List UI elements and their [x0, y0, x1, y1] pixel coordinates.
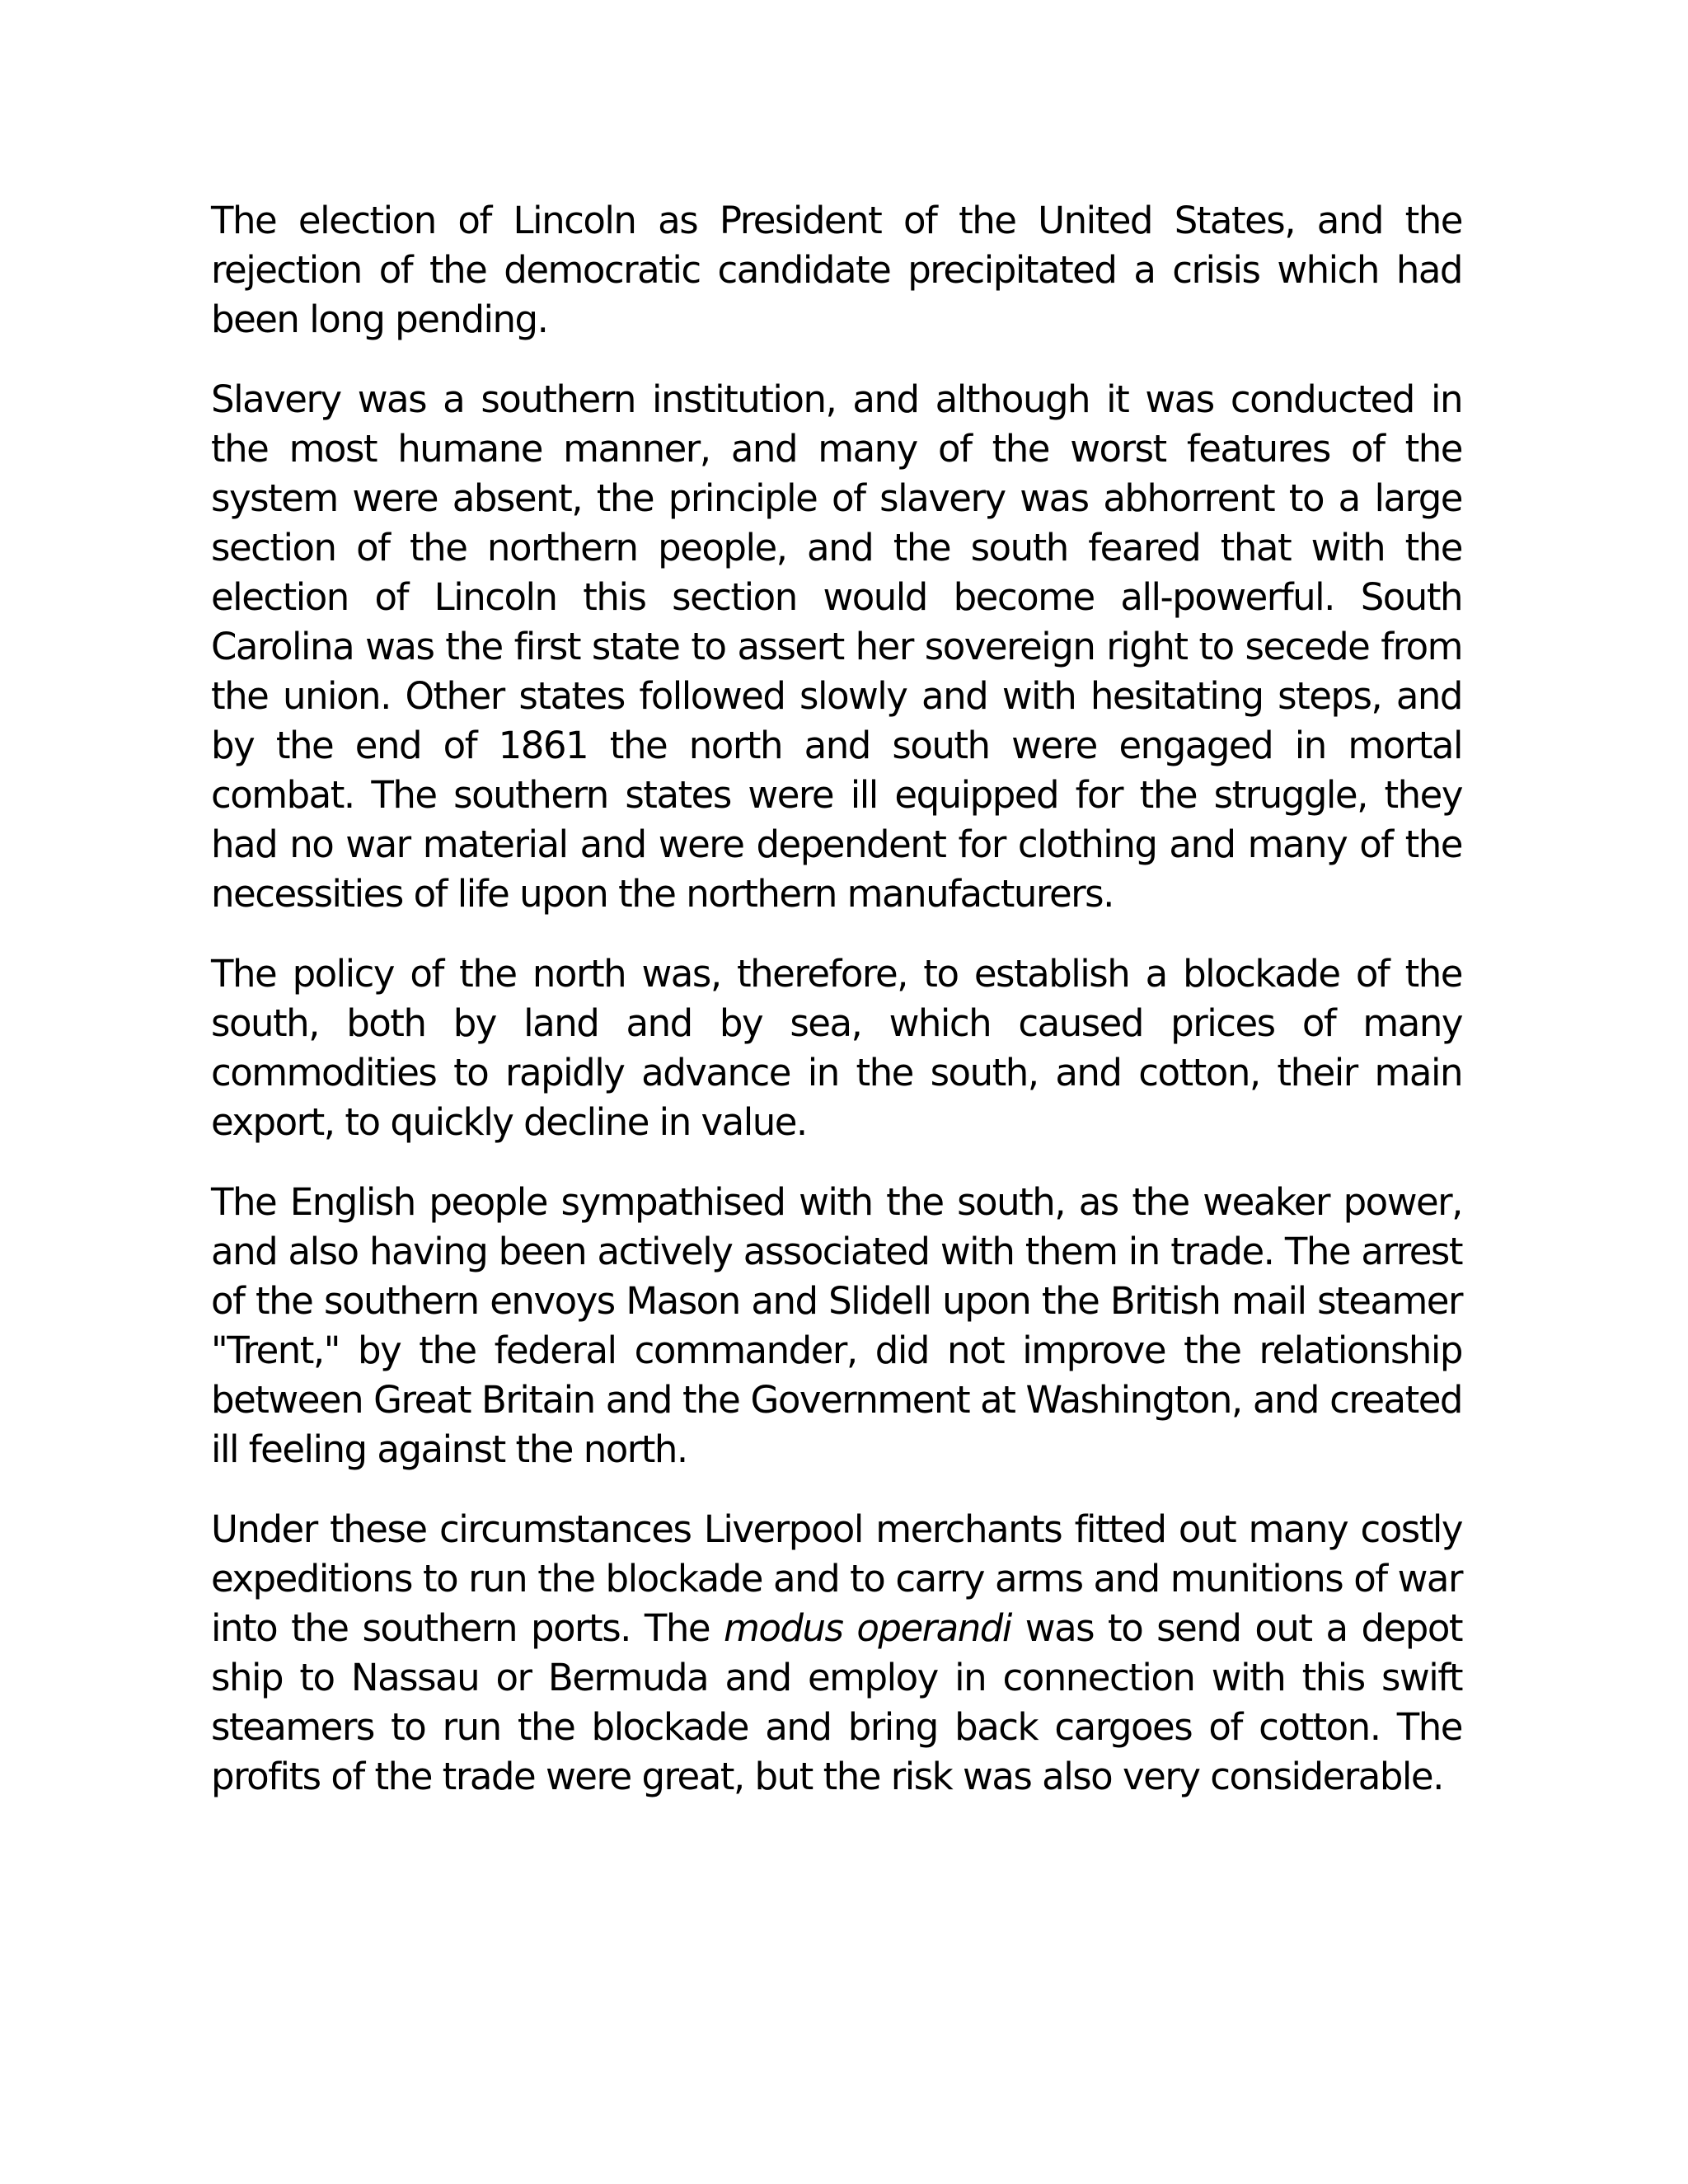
paragraph-2: Slavery was a southern institution, and although it was conducted in the most humane manner, and many of the worst features of the system were absent, the principle of slavery was abhorrent to a large section of the northern people, and the south feared that with the election of Lincoln this section would become all-powerful. South Carolina was the first state to assert her sovereign right to secede from the union. Other states followed slowly and with hesitating steps, and by the end of 1861 the north and south were engaged in mortal combat. The southern states were ill equipped for the struggle, they had no war material and were dependent for clothing and many of the necessities of life upon the northern manufacturers. [211, 377, 1462, 916]
paragraph-5 [211, 1505, 1462, 1802]
italic-phrase: modus operandi [724, 1606, 1011, 1650]
document-page [211, 196, 1462, 1832]
paragraph-1: The election of Lincoln as President of the United States, and the rejection of the democratic candidate precipitated a crisis which had been long pending. [211, 199, 1462, 341]
paragraph-5-after: was to send out a depot ship to Nassau or Bermuda and employ in connection with this swift steamers to run the blockade and bring back cargoes of cotton. The profits of the trade were great, but the risk was also very considerable. [211, 1606, 1462, 1798]
paragraph-5-before: Under these circumstances Liverpool merchants fitted out many costly expeditions to run the blockade and to carry arms and munitions of war into the southern ports. The [211, 1507, 1462, 1650]
paragraph-4: The English people sympathised with the south, as the weaker power, and also having been actively associated with them in trade. The arrest of the southern envoys Mason and Slidell upon the British mail steamer "Trent," by the federal commander, did not improve the relationship between Great Britain and the Government at Washington, and created ill feeling against the north. [211, 1180, 1462, 1471]
paragraph-3: The policy of the north was, therefore, to establish a blockade of the south, both by land and by sea, which caused prices of many commodities to rapidly advance in the south, and cotton, their main export, to quickly decline in value. [211, 952, 1462, 1144]
